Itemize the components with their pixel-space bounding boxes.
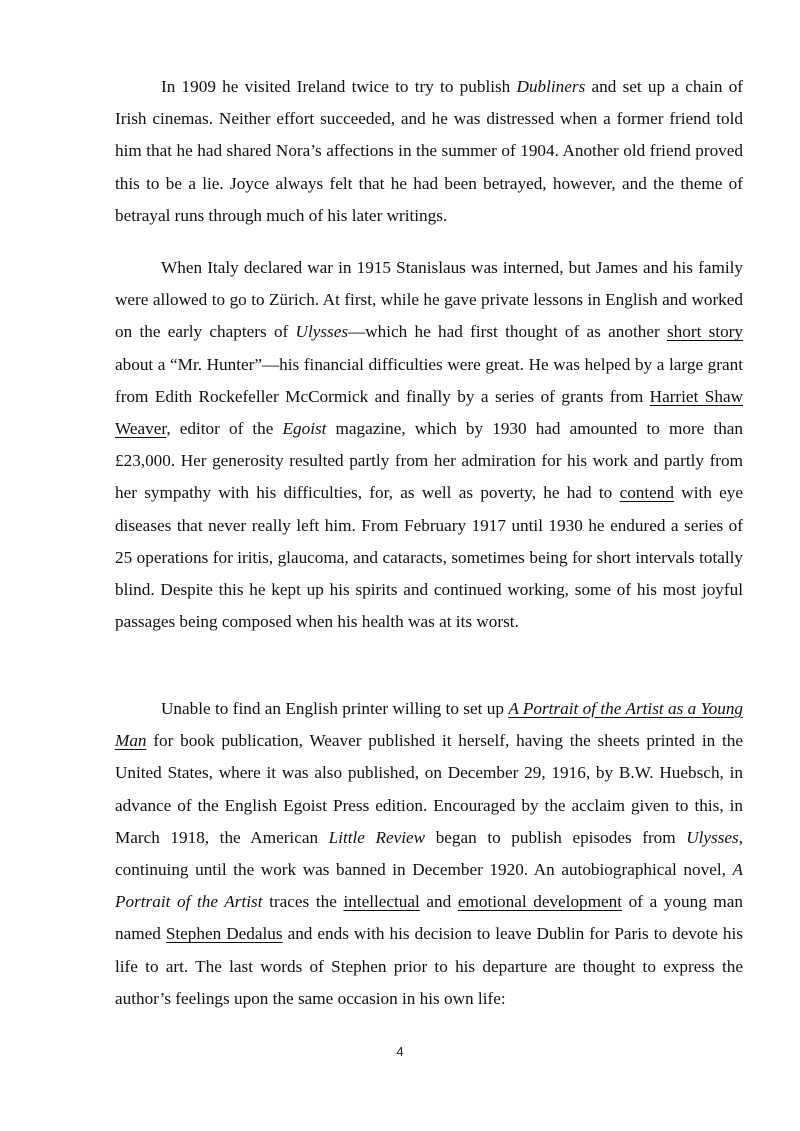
- underlined-term: emotional development: [457, 892, 623, 912]
- text-run: of a young man named: [115, 892, 743, 944]
- paragraph-2: [115, 252, 743, 638]
- text-run: and: [419, 892, 458, 912]
- text-run: Unable to find an English printer willing to set up: [161, 699, 509, 718]
- text-run: In 1909 he visited Ireland twice to try to publish: [161, 77, 517, 96]
- text-run: , continuing until the work was banned in December 1920. An autobiographical novel,: [115, 827, 744, 880]
- italic-title: Egoist: [282, 419, 327, 439]
- text-run: and ends with his decision to leave Dublin for Paris to devote his life to art. The last words of Stephen prior to his departure are thought to express the author’s feelings upon the same occasion in his own life:: [115, 924, 743, 1008]
- text-run: about a “Mr. Hunter”—his financial difficulties were great. He was helped by a large grant from Edith Rockefeller McCormick and finally by a series of grants from: [115, 354, 743, 406]
- text-run: for book publication, Weaver published it herself, having the sheets printed in the United States, where it was also published, on December 29, 1916, by B.W. Huebsch, in advance of the English Egoist Press edition. Encouraged by the acclaim given to this, in March 1918, the American: [115, 731, 743, 847]
- text-run: with eye diseases that never really left him. From February 1917 until 1930 he endured a series of 25 operations for iritis, glaucoma, and cataracts, sometimes being for short intervals totally blind. Despite this he kept up his spirits and continued working, some of his most joyful passages being composed when his health was at its worst.: [115, 483, 743, 632]
- text-run: —which he had first thought of as another: [348, 322, 667, 342]
- underlined-term: Stephen Dedalus: [165, 924, 283, 944]
- italic-title: Little Review: [328, 827, 426, 847]
- text-run: and set up a chain of Irish cinemas. Neither effort succeeded, and he was distressed when a former friend told him that he had shared Nora’s affections in the summer of 1904. Another old friend proved this to be a lie. Joyce always felt that he had been betrayed, however, and the theme of betrayal runs through much of his later writings.: [115, 77, 744, 225]
- underlined-term: intellectual: [343, 892, 420, 912]
- underlined-term: contend: [619, 483, 674, 503]
- page-number: 4: [396, 1044, 404, 1059]
- underlined-term: Harriet Shaw Weaver: [115, 386, 743, 439]
- italic-title: A Portrait of the Artist: [115, 860, 743, 912]
- text-run: began to publish episodes from: [425, 827, 687, 847]
- text-run: , editor of the: [166, 419, 283, 439]
- underlined-term: A Portrait of the Artist as a Young Man: [115, 699, 744, 751]
- text-run: magazine, which by 1930 had amounted to more than £23,000. Her generosity resulted partly from her admiration for his work and partly from her sympathy with his difficulties, for, as well as poverty, he had to: [115, 419, 744, 503]
- paragraph-1: [115, 71, 743, 232]
- italic-title: Ulysses: [295, 322, 349, 342]
- italic-title: Ulysses: [686, 827, 739, 847]
- paragraph-3: [115, 693, 743, 1015]
- italic-title: Dubliners: [516, 77, 586, 96]
- underlined-term: short story: [666, 322, 744, 342]
- text-run: When Italy declared war in 1915 Stanislaus was interned, but James and his family were allowed to go to Zürich. At first, while he gave private lessons in English and worked on the early chapters of: [115, 258, 743, 342]
- text-run: traces the: [262, 892, 344, 912]
